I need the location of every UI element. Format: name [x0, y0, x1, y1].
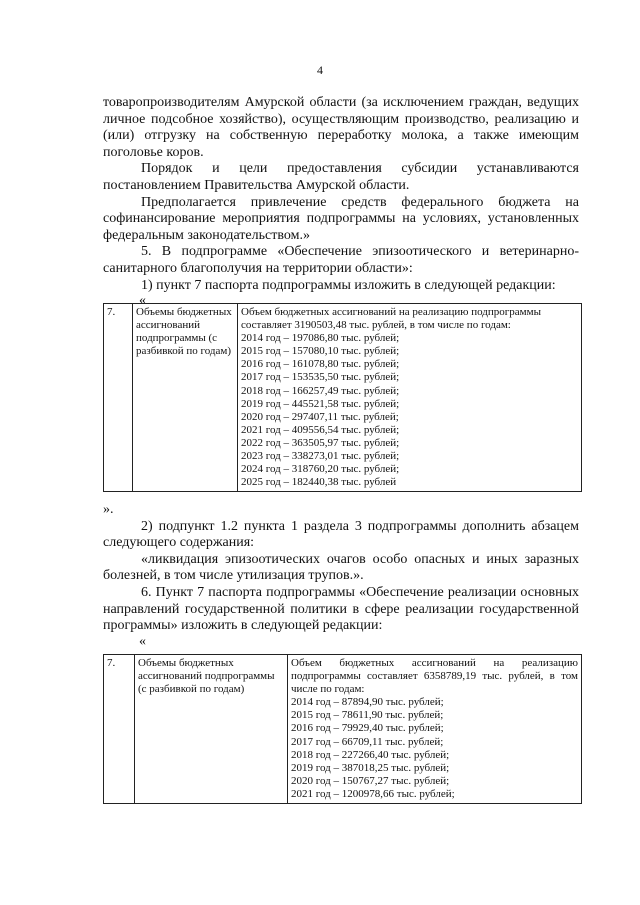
- year-row: 2018 год – 227266,40 тыс. рублей;: [291, 748, 450, 761]
- table-row: [104, 304, 582, 492]
- row-label: Объемы бюджетных ассигнований подпрограммы (с разбивкой по годам): [135, 655, 288, 804]
- budget-intro: Объем бюджетных ассигнований на реализацию подпрограммы составляет 3190503,48 тыс. рублей, в том числе по годам:: [241, 306, 541, 332]
- year-row: 2017 год – 66709,11 тыс. рублей;: [291, 735, 444, 748]
- paragraph-item-1: 1) пункт 7 паспорта подпрограммы изложить в следующей редакции:: [141, 277, 556, 293]
- year-row: 2014 год – 197086,80 тыс. рублей;: [241, 332, 400, 345]
- page-number: 4: [317, 63, 323, 77]
- budget-intro: Объем бюджетных ассигнований на реализацию подпрограммы составляет 6358789,19 тыс. рублей, в том числе по годам:: [291, 657, 578, 696]
- closing-quote: ».: [103, 502, 114, 517]
- text-block-top: [103, 95, 579, 308]
- text-block-middle: [103, 502, 579, 649]
- year-row: 2020 год – 297407,11 тыс. рублей;: [241, 410, 399, 423]
- year-row: 2019 год – 387018,25 тыс. рублей;: [291, 761, 450, 774]
- year-row: 2016 год – 161078,80 тыс. рублей;: [241, 358, 400, 371]
- year-row: 2023 год – 338273,01 тыс. рублей;: [241, 450, 400, 463]
- year-row: 2014 год – 87894,90 тыс. рублей;: [291, 696, 444, 709]
- paragraph-procedure: Порядок и цели предоставления субсидии устанавливаются постановлением Правительства Амурской области.: [103, 161, 579, 193]
- budget-table-2: [103, 654, 582, 804]
- row-label: Объемы бюджетных ассигнований подпрограммы (с разбивкой по годам): [133, 304, 238, 492]
- year-row: 2020 год – 150767,27 тыс. рублей;: [291, 774, 450, 787]
- paragraph-liquidation: «ликвидация эпизоотических очагов особо опасных и иных заразных болезней, в том числе утилизация трупов.».: [103, 551, 579, 584]
- row-content: [288, 655, 582, 804]
- opening-quote: «: [139, 293, 146, 309]
- year-row: 2025 год – 182440,38 тыс. рублей: [241, 476, 397, 489]
- paragraph-section-5: 5. В подпрограмме «Обеспечение эпизоотического и ветеринарно-санитарного благополучия на территории области»:: [103, 244, 579, 276]
- year-row: 2015 год – 78611,90 тыс. рублей;: [291, 709, 444, 722]
- year-row: 2018 год – 166257,49 тыс. рублей;: [241, 384, 400, 397]
- year-list: [241, 332, 578, 489]
- year-list: [291, 696, 578, 801]
- paragraph-item-2: 2) подпункт 1.2 пункта 1 раздела 3 подпрограммы дополнить абзацем следующего содержания:: [103, 518, 579, 551]
- paragraph-federal-funds: Предполагается привлечение средств федерального бюджета на софинансирование мероприятия подпрограммы на условиях, установленных федеральным законодательством.»: [103, 194, 579, 243]
- table-row: [104, 655, 582, 804]
- row-content: [238, 304, 582, 492]
- budget-table-1: [103, 303, 582, 492]
- row-number: 7.: [104, 655, 135, 804]
- year-row: 2021 год – 1200978,66 тыс. рублей;: [291, 787, 455, 800]
- row-number: 7.: [104, 304, 133, 492]
- year-row: 2024 год – 318760,20 тыс. рублей;: [241, 463, 400, 476]
- year-row: 2021 год – 409556,54 тыс. рублей;: [241, 423, 400, 436]
- paragraph-continuation: товаропроизводителям Амурской области (за исключением граждан, ведущих личное подсобное хозяйство), осуществляющим производство, реализацию и (или) отгрузку на собственную переработку молока, а также имеющим поголовье коров.: [103, 95, 579, 160]
- opening-quote-2: «: [139, 633, 146, 649]
- paragraph-section-6: 6. Пункт 7 паспорта подпрограммы «Обеспечение реализации основных направлений государственной политики в сфере реализации государственной программы» изложить в следующей редакции:: [103, 584, 579, 634]
- year-row: 2022 год – 363505,97 тыс. рублей;: [241, 436, 400, 449]
- year-row: 2015 год – 157080,10 тыс. рублей;: [241, 345, 400, 358]
- year-row: 2019 год – 445521,58 тыс. рублей;: [241, 397, 400, 410]
- year-row: 2017 год – 153535,50 тыс. рублей;: [241, 371, 400, 384]
- year-row: 2016 год – 79929,40 тыс. рублей;: [291, 722, 444, 735]
